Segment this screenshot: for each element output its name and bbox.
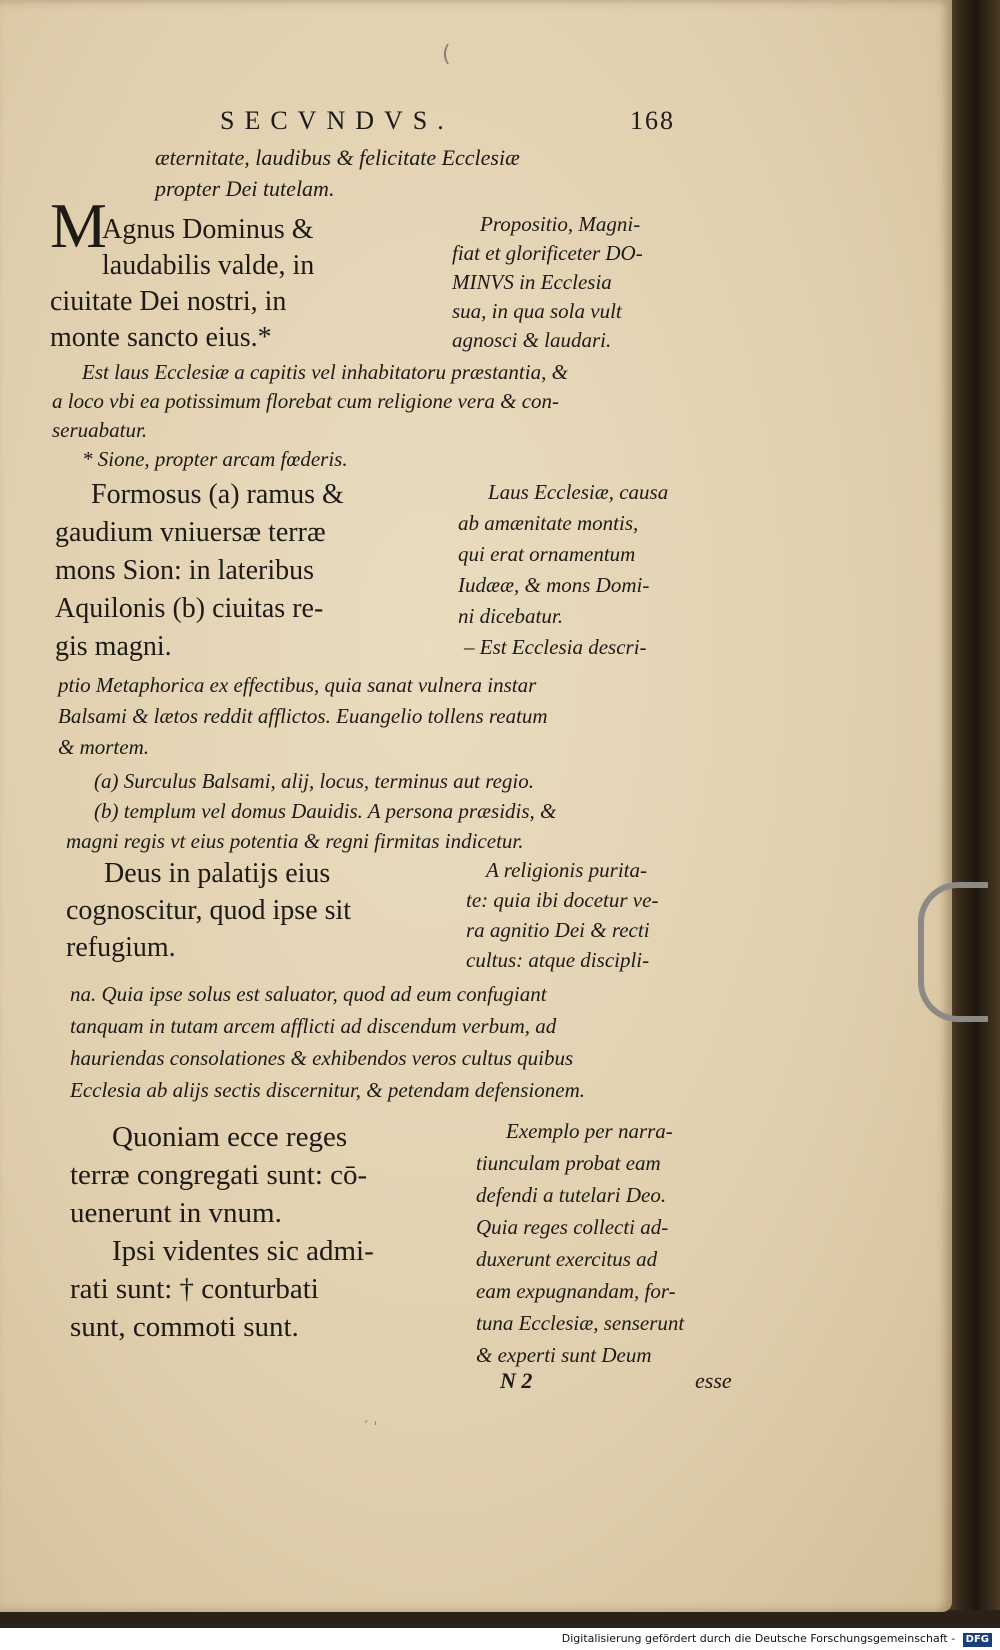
pencil-mark-bottom: ´ ˈ (362, 1420, 378, 1436)
digitization-footer (0, 1628, 1000, 1650)
gloss-3 (466, 855, 658, 975)
note-b-cont: magni regis vt eius potentia & regni firmitas indicetur. (66, 829, 524, 853)
verse-3 (66, 855, 451, 966)
verse-line: Deus in palatijs eius (104, 858, 331, 889)
gloss-line: & experti sunt Deum (476, 1343, 652, 1367)
pencil-mark-top: ( (442, 42, 451, 67)
gloss-4 (476, 1115, 684, 1371)
gloss-line: tuna Ecclesiæ, senserunt (476, 1311, 685, 1335)
verse-line: Formosus (a) ramus & (91, 479, 344, 510)
gloss-line: ab amænitate montis, (458, 511, 639, 535)
verse-line: Aquilonis (b) ciuitas re- (55, 593, 324, 624)
commentary-line: a loco vbi ea potissimum florebat cum religione vera & con- (52, 389, 560, 413)
notes-ab (66, 766, 556, 856)
commentary-line: Ecclesia ab alijs sectis discernitur, & petendam defensionem. (70, 1078, 585, 1102)
drop-cap: M (50, 190, 107, 261)
commentary-line: tanquam in tutam arcem afflicti ad discendum verbum, ad (70, 1014, 557, 1038)
gloss-line: duxerunt exercitus ad (476, 1247, 658, 1271)
psalm-title (155, 142, 520, 204)
verse-line: rati sunt: † conturbati (70, 1273, 319, 1305)
note-b: (b) templum vel domus Dauidis. A persona præsidis, & (94, 799, 557, 823)
verse-line: sunt, commoti sunt. (70, 1311, 299, 1343)
verse-line: terræ congregati sunt: cō- (70, 1159, 368, 1191)
verse-line: Ipsi videntes sic admi- (112, 1235, 374, 1267)
verse-1 (50, 212, 435, 356)
gloss-line: Quia reges collecti ad- (476, 1215, 669, 1239)
gloss-line: agnosci & laudari. (452, 328, 612, 352)
commentary-line: seruabatur. (52, 418, 148, 442)
gloss-2 (458, 477, 668, 663)
page-clip (918, 882, 988, 1022)
verse-line: laudabilis valde, in (102, 250, 315, 281)
page-number: 168 (630, 106, 675, 135)
commentary-line: na. Quia ipse solus est saluator, quod ad eum confugiant (70, 982, 547, 1006)
gloss-line: sua, in qua sola vult (452, 299, 622, 323)
commentary-3 (70, 978, 585, 1106)
signature-mark: N 2 (500, 1368, 533, 1393)
commentary-line: Est laus Ecclesiæ a capitis vel inhabitatoru præstantia, & (82, 360, 568, 384)
commentary-line: Balsami & lætos reddit afflictos. Euangelio tollens reatum (58, 704, 548, 728)
catchword: esse (695, 1368, 732, 1393)
running-header (220, 106, 720, 136)
verse-2 (55, 476, 440, 666)
gloss-line: Iudææ, & mons Domi- (458, 573, 650, 597)
verse-line: Agnus Dominus & (102, 214, 314, 245)
note-a: (a) Surculus Balsami, alij, locus, terminus aut regio. (94, 769, 535, 793)
gloss-line: Exemplo per narra- (506, 1119, 673, 1143)
verse-line: gis magni. (55, 631, 172, 662)
verse-line: monte sancto eius.* (50, 322, 272, 353)
title-line: æternitate, laudibus & felicitate Ecclesiæ (155, 145, 520, 170)
gloss-line: eam expugnandam, for- (476, 1279, 676, 1303)
gloss-line: ni dicebatur. (458, 604, 563, 628)
gloss-1 (452, 210, 643, 355)
commentary-line: & mortem. (58, 735, 149, 759)
gloss-line: A religionis purita- (486, 858, 648, 882)
verse-line: gaudium vniuersæ terræ (55, 517, 326, 548)
dfg-logo: DFG (963, 1633, 992, 1647)
verse-line: ciuitate Dei nostri, in (50, 286, 287, 317)
verse-line: mons Sion: in lateribus (55, 555, 314, 586)
verse-line: uenerunt in vnum. (70, 1197, 282, 1229)
gloss-line: tiunculam probat eam (476, 1151, 661, 1175)
running-title: SECVNDVS. (220, 106, 454, 135)
commentary-1 (52, 358, 568, 445)
verse-line: refugium. (66, 932, 176, 963)
gloss-line: defendi a tutelari Deo. (476, 1183, 667, 1207)
gloss-line: – Est Ecclesia descri- (464, 635, 647, 659)
title-line: propter Dei tutelam. (155, 176, 335, 201)
verse-4 (70, 1118, 460, 1346)
gloss-line: ra agnitio Dei & recti (466, 918, 650, 942)
gloss-line: Propositio, Magni- (480, 212, 641, 236)
gloss-line: Laus Ecclesiæ, causa (488, 480, 669, 504)
verse-line: Quoniam ecce reges (112, 1121, 348, 1153)
commentary-line: hauriendas consolationes & exhibendos veros cultus quibus (70, 1046, 574, 1070)
gloss-line: cultus: atque discipli- (466, 948, 650, 972)
gloss-line: te: quia ibi docetur ve- (466, 888, 659, 912)
verse-line: cognoscitur, quod ipse sit (66, 895, 352, 926)
commentary-line: ptio Metaphorica ex effectibus, quia sanat vulnera instar (58, 673, 537, 697)
gloss-line: MINVS in Ecclesia (452, 270, 612, 294)
footer-credit: Digitalisierung gefördert durch die Deutsche Forschungsgemeinschaft - (561, 1632, 956, 1645)
gloss-line: qui erat ornamentum (458, 542, 636, 566)
gloss-line: fiat et glorificeter DO- (452, 241, 643, 265)
note-star: * Sione, propter arcam fœderis. (82, 447, 348, 471)
commentary-2 (58, 670, 548, 763)
